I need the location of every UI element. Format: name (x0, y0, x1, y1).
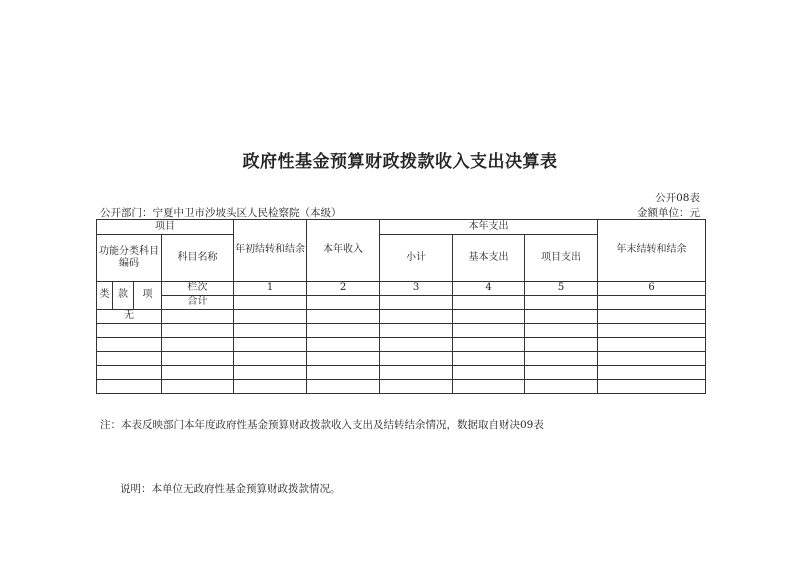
page-title: 政府性基金预算财政拨款收入支出决算表 (242, 152, 558, 172)
table-cell (453, 366, 525, 380)
table-cell (307, 310, 380, 324)
table-cell (453, 310, 525, 324)
header-end-balance: 年末结转和结余 (598, 220, 706, 282)
table-cell (162, 366, 234, 380)
table-cell (525, 366, 598, 380)
table-cell (307, 366, 380, 380)
header-class: 类 (97, 282, 113, 310)
table-cell (307, 324, 380, 338)
column-number: 4 (453, 282, 525, 296)
table-cell (453, 380, 525, 394)
table-cell (162, 338, 234, 352)
table-cell (598, 338, 706, 352)
table-cell (97, 380, 162, 394)
table-cell (380, 338, 453, 352)
header-subject-name: 科目名称 (162, 235, 234, 282)
table-cell (598, 366, 706, 380)
table-cell (598, 296, 706, 310)
header-item: 项目 (97, 220, 234, 235)
table-cell (307, 338, 380, 352)
table-row (97, 324, 706, 338)
table-cell (598, 352, 706, 366)
table-cell (598, 380, 706, 394)
public-department: 公开部门：宁夏中卫市沙坡头区人民检察院（本级） (100, 207, 342, 219)
table-cell (380, 380, 453, 394)
table-cell (453, 324, 525, 338)
amount-unit: 金额单位：元 (637, 207, 700, 219)
table-cell (453, 338, 525, 352)
table-cell (380, 366, 453, 380)
table-cell (380, 310, 453, 324)
table-cell (162, 352, 234, 366)
header-project-expense: 项目支出 (525, 235, 598, 282)
table-cell (234, 366, 307, 380)
header-income: 本年收入 (307, 220, 380, 282)
column-number: 5 (525, 282, 598, 296)
table-cell (525, 324, 598, 338)
column-number: 3 (380, 282, 453, 296)
table-cell (598, 324, 706, 338)
table-cell (97, 338, 162, 352)
header-begin-balance: 年初结转和结余 (234, 220, 307, 282)
header-subtotal: 小计 (380, 235, 453, 282)
column-number: 2 (307, 282, 380, 296)
table-cell (307, 380, 380, 394)
table-cell (525, 352, 598, 366)
table-note: 注：本表反映部门本年度政府性基金预算财政拨款收入支出及结转结余情况，数据取自财决09表 (100, 419, 544, 431)
table-cell (234, 338, 307, 352)
header-basic-expense: 基本支出 (453, 235, 525, 282)
table-cell (97, 352, 162, 366)
table-cell (380, 352, 453, 366)
table-row (97, 352, 706, 366)
table-cell (453, 296, 525, 310)
table-cell (234, 324, 307, 338)
table-cell (97, 324, 162, 338)
explanation: 说明：本单位无政府性基金预算财政拨款情况。 (120, 483, 341, 495)
table-cell (162, 324, 234, 338)
column-number: 1 (234, 282, 307, 296)
table-cell (598, 310, 706, 324)
total-label: 合计 (162, 296, 234, 310)
table-cell (453, 352, 525, 366)
table-row (97, 310, 706, 324)
header-func-code: 功能分类科目编码 (97, 235, 162, 282)
header-current-expense: 本年支出 (380, 220, 598, 235)
table-row (97, 366, 706, 380)
table-cell (525, 296, 598, 310)
table-cell (525, 310, 598, 324)
table-cell (380, 296, 453, 310)
table-cell (97, 366, 162, 380)
column-label: 栏次 (162, 282, 234, 296)
budget-table (96, 219, 706, 394)
none-label: 无 (97, 310, 162, 324)
table-cell (162, 310, 234, 324)
table-cell (234, 296, 307, 310)
table-row (97, 338, 706, 352)
table-cell (307, 296, 380, 310)
column-number: 6 (598, 282, 706, 296)
form-number: 公开08表 (655, 192, 700, 204)
table-cell (380, 324, 453, 338)
table-cell (234, 352, 307, 366)
header-section: 款 (113, 282, 134, 310)
table-cell (162, 380, 234, 394)
table-cell (234, 310, 307, 324)
header-entry: 项 (134, 282, 162, 310)
table-cell (234, 380, 307, 394)
table-cell (525, 338, 598, 352)
table-row (97, 380, 706, 394)
table-cell (525, 380, 598, 394)
table-cell (307, 352, 380, 366)
